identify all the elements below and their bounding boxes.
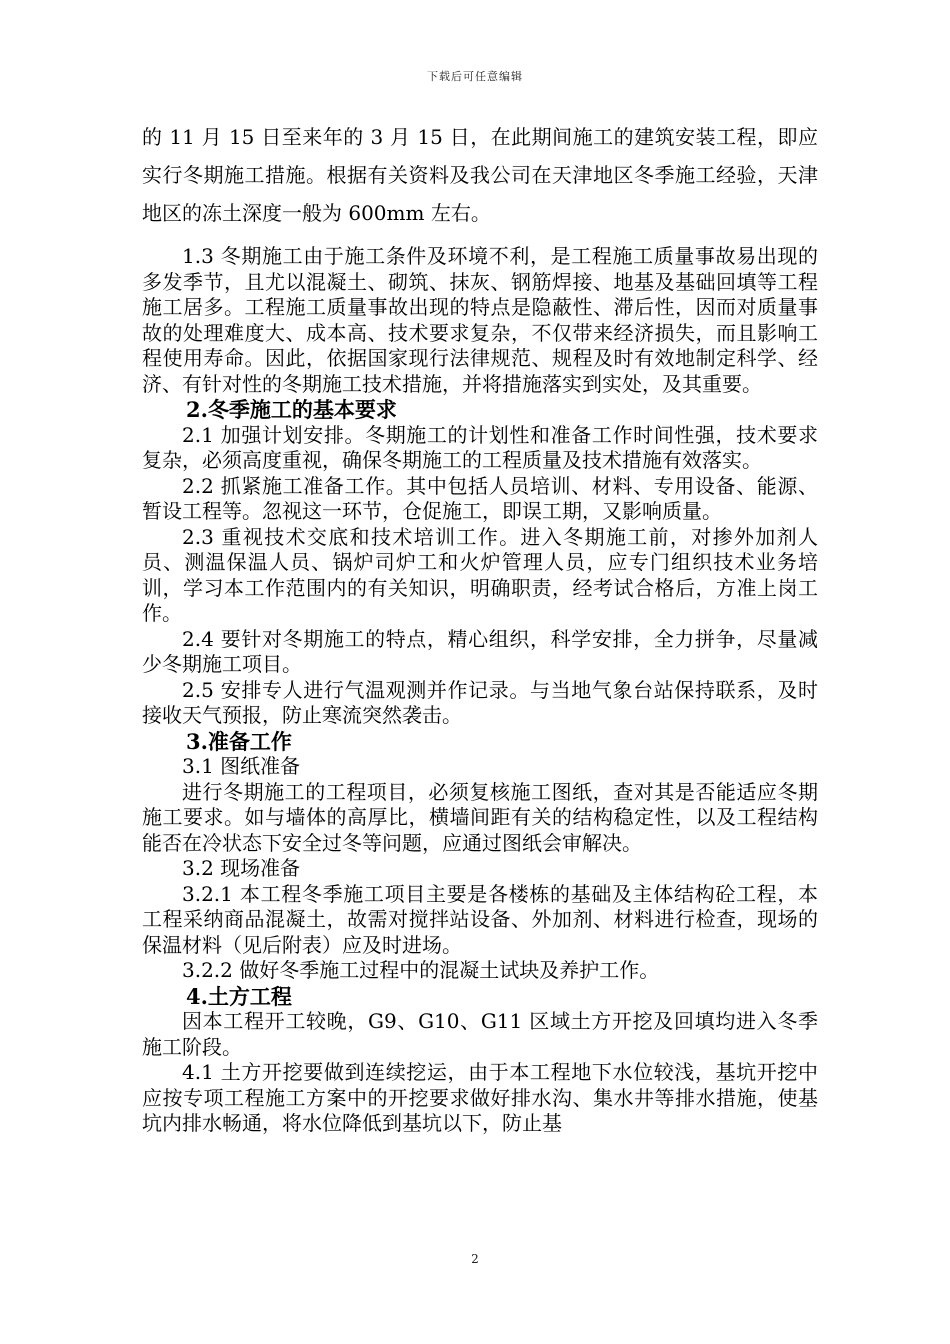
document-body: [142, 118, 818, 1137]
section-heading: 3.准备工作: [186, 728, 292, 754]
body-paragraph: 2.1 加强计划安排。冬期施工的计划性和准备工作时间性强，技术要求复杂，必须高度重视，确保冬期施工的工程质量及技术措施有效落实。: [142, 422, 818, 472]
body-paragraph: 2.5 安排专人进行气温观测并作记录。与当地气象台站保持联系，及时接收天气预报，防止寒流突然袭击。: [142, 677, 818, 727]
body-paragraph: 3.2.1 本工程冬季施工项目主要是各楼栋的基础及主体结构砼工程，本工程采纳商品混凝土，故需对搅拌站设备、外加剂、材料进行检查，现场的保温材料（见后附表）应及时进场。: [142, 881, 818, 957]
body-paragraph: 进行冬期施工的工程项目，必须复核施工图纸，查对其是否能适应冬期施工要求。如与墙体的高厚比，横墙间距有关的结构稳定性，以及工程结构能否在冷状态下安全过冬等问题，应通过图纸会审解决。: [142, 779, 818, 855]
body-paragraph: 3.2.2 做好冬季施工过程中的混凝土试块及养护工作。: [182, 958, 660, 982]
body-paragraph: 2.2 抓紧施工准备工作。其中包括人员培训、材料、专用设备、能源、暂设工程等。忽视这一环节，仓促施工，即误工期，又影响质量。: [142, 473, 818, 523]
body-blocks: [142, 244, 818, 1137]
page-number: 2: [471, 1252, 479, 1266]
body-paragraph: 1.3 冬期施工由于施工条件及环境不利，是工程施工质量事故易出现的多发季节，且尤以混凝土、砌筑、抹灰、钢筋焊接、地基及基础回填等工程施工居多。工程施工质量事故出现的特点是隐蔽性、滞后性，因而对质量事故的处理难度大、成本高、技术要求复杂，不仅带来经济损失，而且影响工程使用寿命。因此，依据国家现行法律规范、规程及时有效地制定科学、经济、有针对性的冬期施工技术措施，并将措施落实到实处，及其重要。: [142, 244, 818, 396]
section-heading: 4.土方工程: [186, 983, 292, 1009]
body-paragraph: 2.4 要针对冬期施工的特点，精心组织，科学安排，全力拼争，尽量减少冬期施工项目。: [142, 626, 818, 676]
body-paragraph: 因本工程开工较晚，G9、G10、G11 区域土方开挖及回填均进入冬季施工阶段。: [142, 1009, 818, 1059]
page-header: 下载后可任意编辑: [427, 70, 523, 83]
body-paragraph: 3.2 现场准备: [182, 856, 301, 880]
intro-paragraph: 的 11 月 15 日至来年的 3 月 15 日，在此期间施工的建筑安装工程，即应实行冬期施工措施。根据有关资料及我公司在天津地区冬季施工经验，天津地区的冻土深度一般为 600mm 左右。: [142, 125, 818, 225]
section-heading: 2.冬季施工的基本要求: [186, 397, 397, 422]
body-paragraph: 4.1 土方开挖要做到连续挖运，由于本工程地下水位较浅，基坑开挖中应按专项工程施工方案中的开挖要求做好排水沟、集水井等排水措施，使基坑内排水畅通，将水位降低到基坑以下，防止基: [142, 1060, 818, 1135]
body-paragraph: 2.3 重视技术交底和技术培训工作。进入冬期施工前，对掺外加剂人员、测温保温人员、锅炉司炉工和火炉管理人员，应专门组织技术业务培训，学习本工作范围内的有关知识，明确职责，经考试合格后，方准上岗工作。: [142, 524, 818, 625]
body-paragraph: 3.1 图纸准备: [182, 754, 301, 778]
